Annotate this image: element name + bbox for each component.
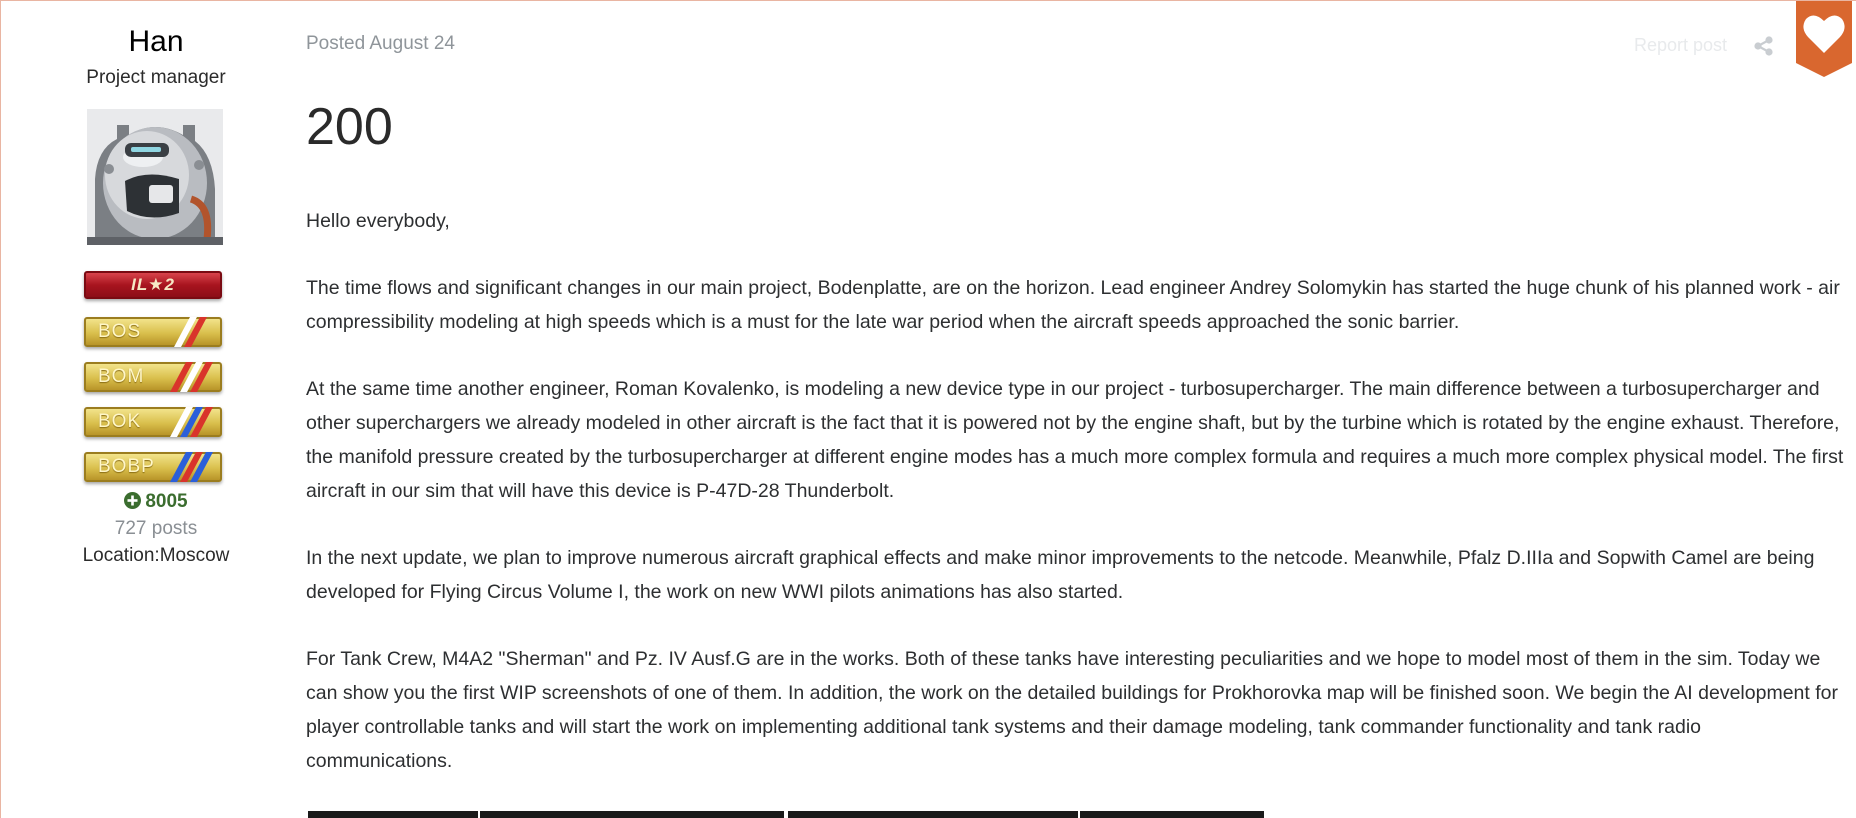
reputation-count (1, 491, 311, 513)
gallery-image[interactable] (788, 811, 1078, 818)
screenshot-gallery[interactable] (306, 811, 1266, 818)
badge-bobp-label: BOBP (98, 456, 155, 477)
badge-bobp (84, 452, 222, 482)
badge-bos (84, 317, 222, 347)
gallery-image[interactable] (308, 811, 478, 818)
badge-bok (84, 407, 222, 437)
like-heart-icon[interactable] (1796, 1, 1852, 77)
post-count: 727 posts (114, 518, 198, 539)
posted-date[interactable]: Posted August 24 (306, 33, 455, 54)
author-name[interactable]: Han (128, 25, 184, 58)
post-paragraph: The time flows and significant changes in our main project, Bodenplatte, are on the horizon. Lead engineer Andrey Solomykin has started the huge chunk of his planned work - air compressibility modeling at high speeds which is a must for the late war period when the aircraft speeds approached the sonic barrier. (306, 277, 1840, 333)
badge-bok-label: BOK (98, 411, 142, 432)
post-paragraph: For Tank Crew, M4A2 "Sherman" and Pz. IV Ausf.G are in the works. Both of these tanks have interesting peculiarities and we hope to model most of them in the sim. Today we can show you the first WIP screenshots of one of them. In addition, the work on the detailed buildings for Prokhorovka map will be finished soon. We begin the AI development for player controllable tanks and will start the work on implementing additional tank systems and their damage modeling, tank commander functionality and tank radio communications. (306, 648, 1838, 772)
robot-avatar-icon (87, 109, 223, 245)
gallery-image[interactable] (480, 811, 784, 818)
author-avatar[interactable] (87, 109, 223, 245)
gallery-image[interactable] (1080, 811, 1264, 818)
reputation-value: 8005 (145, 491, 188, 512)
report-post-link[interactable]: Report post (1634, 35, 1728, 55)
share-icon[interactable] (1753, 35, 1775, 57)
badge-bom (84, 362, 222, 392)
post-title: 200 (306, 98, 393, 156)
plus-circle-icon (124, 492, 141, 509)
post-body (306, 204, 1846, 811)
author-location: Location:Moscow (82, 545, 230, 566)
badge-il2 (84, 271, 222, 299)
badge-bom-label: BOM (98, 366, 145, 387)
post-paragraph: In the next update, we plan to improve numerous aircraft graphical effects and make minor improvements to the netcode. Meanwhile, Pfalz D.IIIa and Sopwith Camel are being developed for Flying Circus Volume I, the work on new WWI pilots animations has also started. (306, 547, 1815, 603)
badge-il2-label: IL★2 (131, 275, 175, 294)
badge-bos-label: BOS (98, 321, 142, 342)
author-title: Project manager (86, 67, 226, 88)
post-paragraph: Hello everybody, (306, 210, 450, 232)
post-paragraph: At the same time another engineer, Roman Kovalenko, is modeling a new device type in our project - turbosupercharger. The main difference between a turbosupercharger and other superchargers we already modeled in other aircraft is the fact that it is powered not by the engine shaft, but by the turbine which is rotated by the engine exhaust. Therefore, the manifold pressure created by the turbosupercharger at different engine modes has a much more complex formula and requires a much more complex physical model. The first aircraft in our sim that will have this device is P-47D-28 Thunderbolt. (306, 378, 1844, 502)
